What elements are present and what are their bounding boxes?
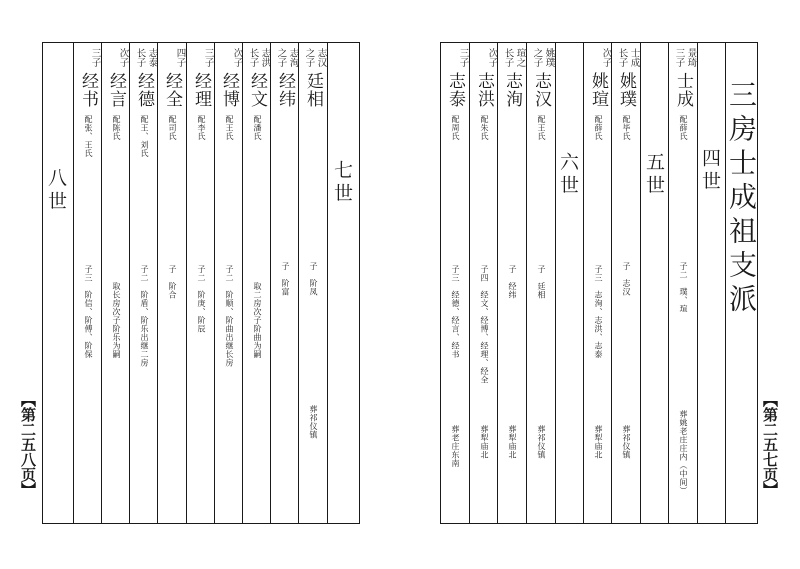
- relation-label: 志洪: [259, 48, 271, 67]
- column-divider: [73, 42, 74, 524]
- column-divider: [668, 42, 669, 524]
- column-divider: [242, 42, 243, 524]
- relation-label: 三子: [673, 48, 685, 67]
- page-title: 三房士成祖支派: [725, 80, 758, 318]
- children-text: 子 经纬: [508, 265, 517, 299]
- children-text: 取长房次子阶乐为嗣: [112, 282, 121, 359]
- person-name: 经书: [78, 72, 98, 108]
- children-text: 子 阶合: [168, 265, 177, 299]
- burial-text: 葬犁庙北: [480, 425, 489, 459]
- relation-label: 志泰: [146, 48, 158, 67]
- relation-label: 之子: [303, 48, 315, 67]
- children-text: 子二 阶顺、阶曲出继长房: [225, 265, 234, 367]
- person-name: 志洪: [474, 72, 494, 108]
- column-divider: [497, 42, 498, 524]
- children-text: 子四 经文、经博、经理、经全: [480, 265, 489, 384]
- children-text: 子 廷相: [537, 265, 546, 299]
- spouse-text: 配张、王氏: [84, 115, 93, 158]
- person-name: 志汉: [531, 72, 551, 108]
- person-name: 姚瑄: [588, 72, 608, 108]
- person-name: 经理: [191, 72, 211, 108]
- column-divider: [129, 42, 130, 524]
- person-name: 经言: [106, 72, 126, 108]
- person-name: 经文: [247, 72, 267, 108]
- column-divider: [157, 42, 158, 524]
- right-page: [400, 0, 800, 569]
- spouse-text: 配朱氏: [480, 115, 489, 141]
- spouse-text: 配李氏: [197, 115, 206, 141]
- burial-text: 葬祁仪镇: [309, 405, 318, 439]
- generation-label-seventh: 七世: [331, 160, 353, 206]
- burial-text: 葬姚老庄庄内（中间）: [679, 410, 688, 495]
- children-text: 子三 经德、经言、经书: [451, 265, 460, 359]
- spouse-text: 配薛氏: [594, 115, 603, 141]
- relation-label: 次子: [600, 48, 612, 67]
- burial-text: 葬老庄东南: [451, 425, 460, 468]
- spouse-text: 配王氏: [225, 115, 234, 141]
- spouse-text: 配陈氏: [112, 115, 121, 141]
- column-divider: [214, 42, 215, 524]
- person-name: 姚璞: [616, 72, 636, 108]
- column-divider: [186, 42, 187, 524]
- relation-label: 三子: [89, 48, 101, 67]
- relation-label: 次子: [117, 48, 129, 67]
- column-divider: [583, 42, 584, 524]
- children-text: 子 志汉: [622, 262, 631, 296]
- relation-label: 之子: [531, 48, 543, 67]
- column-divider: [101, 42, 102, 524]
- column-divider: [270, 42, 271, 524]
- column-divider: [611, 42, 612, 524]
- relation-label: 长子: [502, 48, 514, 67]
- column-divider: [526, 42, 527, 524]
- relation-label: 长子: [616, 48, 628, 67]
- burial-text: 葬犁庙北: [594, 425, 603, 459]
- generation-label-fourth: 四世: [699, 148, 721, 194]
- column-divider: [555, 42, 556, 524]
- page-number: 【第二五八页】: [19, 392, 37, 497]
- relation-label: 之子: [275, 48, 287, 67]
- column-divider: [298, 42, 299, 524]
- spouse-text: 配王氏: [537, 115, 546, 141]
- relation-label: 志洵: [287, 48, 299, 67]
- relation-label: 士成: [628, 48, 640, 67]
- generation-label-sixth: 六世: [557, 152, 579, 198]
- relation-label: 三子: [457, 48, 469, 67]
- children-text: 取二房次子阶曲为嗣: [253, 282, 262, 359]
- spouse-text: 配司氏: [168, 115, 177, 141]
- spouse-text: 配王、刘氏: [140, 115, 149, 158]
- relation-label: 姚璞: [543, 48, 555, 67]
- person-name: 廷相: [303, 72, 323, 108]
- person-name: 经纬: [275, 72, 295, 108]
- relation-label: 景琦: [685, 48, 697, 67]
- burial-text: 葬祁仪镇: [537, 425, 546, 459]
- relation-label: 志汉: [315, 48, 327, 67]
- relation-label: 三子: [202, 48, 214, 67]
- generation-label-eighth: 八世: [45, 168, 67, 214]
- burial-text: 葬犁庙北: [508, 425, 517, 459]
- person-name: 经全: [162, 72, 182, 108]
- spouse-text: 配潘氏: [253, 115, 262, 141]
- spouse-text: 配周氏: [451, 115, 460, 141]
- person-name: 经德: [134, 72, 154, 108]
- person-name: 经博: [219, 72, 239, 108]
- relation-label: 瑄之: [514, 48, 526, 67]
- person-name: 志洵: [502, 72, 522, 108]
- relation-label: 长子: [134, 48, 146, 67]
- burial-text: 葬祁仪镇: [622, 425, 631, 459]
- person-name: 志泰: [445, 72, 465, 108]
- relation-label: 四子: [174, 48, 186, 67]
- column-divider: [469, 42, 470, 524]
- children-text: 子二 阶盾、阶乐出继二房: [140, 265, 149, 367]
- page-number: 【第二五七页】: [761, 392, 779, 497]
- relation-label: 长子: [247, 48, 259, 67]
- children-text: 子二 阶庚、阶辰: [197, 265, 206, 333]
- children-text: 子 阶富: [281, 262, 290, 296]
- generation-label-fifth: 五世: [643, 152, 665, 198]
- column-divider: [640, 42, 641, 524]
- spouse-text: 配毕氏: [622, 115, 631, 141]
- column-divider: [327, 42, 328, 524]
- relation-label: 次子: [231, 48, 243, 67]
- relation-label: 次子: [486, 48, 498, 67]
- children-text: 子三 志洵、志洪、志泰: [594, 265, 603, 359]
- children-text: 子三 阶信、阶傅、阶保: [84, 265, 93, 359]
- children-text: 子 阶凤: [309, 262, 318, 296]
- column-divider: [697, 42, 698, 524]
- spouse-text: 配薛氏: [679, 115, 688, 141]
- children-text: 子二 璞、瑄: [679, 262, 688, 313]
- person-name: 士成: [673, 72, 693, 108]
